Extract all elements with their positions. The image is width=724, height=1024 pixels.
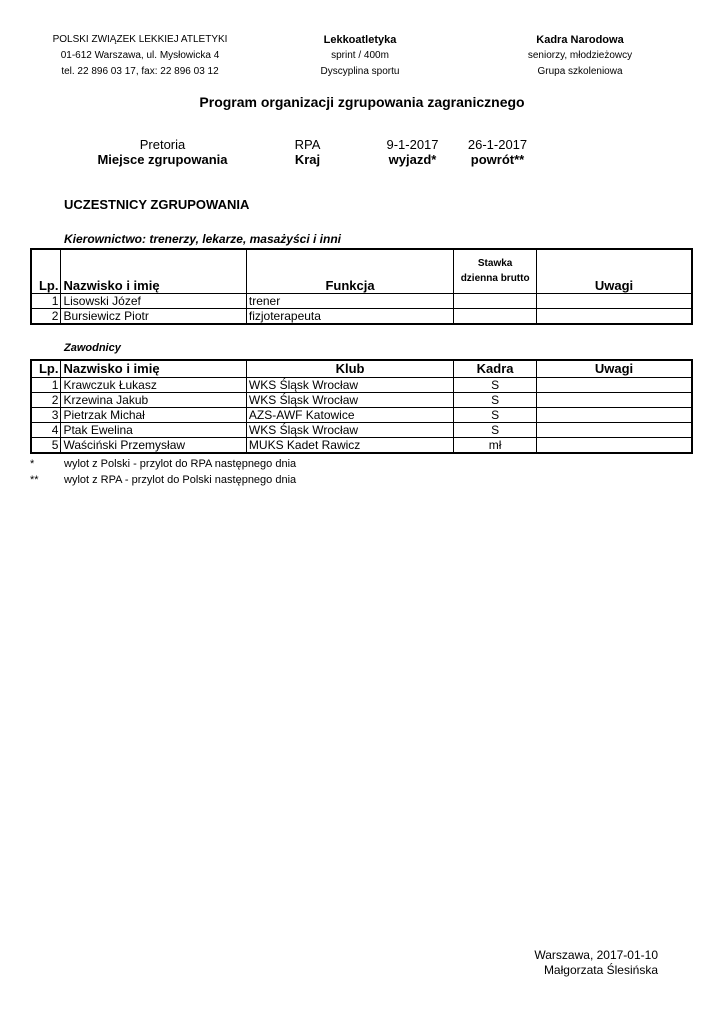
athlete-notes: [536, 438, 692, 454]
athlete-club: AZS-AWF Katowice: [246, 408, 453, 423]
sport-header: [280, 32, 440, 80]
country-block: [275, 137, 340, 167]
athlete-squad: S: [454, 378, 537, 393]
athlete-club: WKS Śląsk Wrocław: [246, 378, 453, 393]
athlete-club: MUKS Kadet Rawicz: [246, 438, 453, 454]
staff-rate: [454, 293, 537, 308]
staff-col-rate-line1: Stawka: [477, 258, 513, 270]
table-row: [31, 393, 692, 408]
departure-value: 9-1-2017: [386, 137, 439, 152]
athlete-name: Pietrzak Michał: [61, 408, 246, 423]
athlete-lp: 4: [31, 423, 61, 438]
staff-col-lp: Lp.: [31, 249, 61, 293]
sport-event: sprint / 400m: [331, 50, 389, 61]
table-row: [31, 408, 692, 423]
athletes-col-notes: Uwagi: [536, 360, 692, 378]
country-label: Kraj: [294, 152, 321, 167]
athlete-notes: [536, 408, 692, 423]
footnote-text: wylot z Polski - przylot do RPA następnego dnia: [64, 458, 297, 470]
athlete-squad: S: [454, 423, 537, 438]
country-value: RPA: [294, 137, 321, 152]
footnote: [30, 472, 296, 488]
sport-caption: Dyscyplina sportu: [320, 66, 400, 77]
athletes-heading: Zawodnicy: [64, 342, 121, 354]
staff-name: Lisowski Józef: [61, 293, 246, 308]
footnote: [30, 456, 296, 472]
staff-name: Bursiewicz Piotr: [61, 308, 246, 324]
athlete-notes: [536, 393, 692, 408]
staff-col-rate: [454, 249, 537, 293]
staff-rate: [454, 308, 537, 324]
staff-lp: 2: [31, 308, 61, 324]
staff-notes: [537, 308, 692, 324]
staff-col-rate-line2: dzienna brutto: [460, 273, 530, 285]
athlete-club: WKS Śląsk Wrocław: [246, 393, 453, 408]
place-label: Miejsce zgrupowania: [97, 152, 228, 167]
return-label: powrót**: [470, 152, 525, 167]
staff-col-function: Funkcja: [246, 249, 453, 293]
team-category: seniorzy, młodzieżowcy: [527, 50, 633, 61]
table-row: [31, 308, 692, 324]
staff-col-name: Nazwisko i imię: [61, 249, 246, 293]
footnotes: [30, 456, 296, 488]
signature-name: Małgorzata Ślesińska: [543, 963, 658, 977]
athletes-col-name: Nazwisko i imię: [61, 360, 246, 378]
staff-notes: [537, 293, 692, 308]
team-name: Kadra Narodowa: [536, 34, 624, 46]
athlete-squad: mł: [454, 438, 537, 454]
athlete-lp: 3: [31, 408, 61, 423]
team-caption: Grupa szkoleniowa: [537, 66, 623, 77]
staff-lp: 1: [31, 293, 61, 308]
signature-place-date: Warszawa, 2017-01-10: [534, 948, 658, 962]
footnote-mark: **: [30, 474, 39, 486]
sport-name: Lekkoatletyka: [323, 34, 397, 46]
athlete-name: Waściński Przemysław: [61, 438, 246, 454]
return-value: 26-1-2017: [467, 137, 528, 152]
athlete-club: WKS Śląsk Wrocław: [246, 423, 453, 438]
athlete-name: Krzewina Jakub: [61, 393, 246, 408]
athlete-notes: [536, 378, 692, 393]
table-row: [31, 293, 692, 308]
athlete-lp: 5: [31, 438, 61, 454]
athletes-table: [30, 359, 693, 454]
signature-block: [438, 948, 658, 978]
athlete-lp: 2: [31, 393, 61, 408]
staff-header-row: [31, 249, 692, 293]
org-address: 01-612 Warszawa, ul. Mysłowicka 4: [60, 50, 220, 61]
footnote-text: wylot z RPA - przylot do Polski następnego dnia: [64, 474, 297, 486]
staff-function: fizjoterapeuta: [246, 308, 453, 324]
return-block: [455, 137, 540, 167]
athlete-lp: 1: [31, 378, 61, 393]
place-value: Pretoria: [139, 137, 186, 152]
page-title: Program organizacji zgrupowania zagranicznego: [199, 94, 525, 110]
staff-col-notes: Uwagi: [537, 249, 692, 293]
athlete-name: Krawczuk Łukasz: [61, 378, 246, 393]
table-row: [31, 438, 692, 454]
staff-table: [30, 248, 693, 325]
place-block: [95, 137, 230, 167]
org-name: POLSKI ZWIĄZEK LEKKIEJ ATLETYKI: [52, 34, 228, 45]
table-row: [31, 423, 692, 438]
athlete-name: Ptak Ewelina: [61, 423, 246, 438]
participants-heading: UCZESTNICY ZGRUPOWANIA: [64, 197, 250, 212]
athlete-squad: S: [454, 408, 537, 423]
org-phone: tel. 22 896 03 17, fax: 22 896 03 12: [61, 66, 219, 77]
departure-label: wyjazd*: [388, 152, 437, 167]
org-header: [40, 32, 240, 80]
athlete-squad: S: [454, 393, 537, 408]
athletes-col-lp: Lp.: [31, 360, 61, 378]
athlete-notes: [536, 423, 692, 438]
staff-function: trener: [246, 293, 453, 308]
footnote-mark: *: [30, 458, 35, 470]
team-header: [485, 32, 675, 80]
departure-block: [375, 137, 450, 167]
athletes-header-row: [31, 360, 692, 378]
table-row: [31, 378, 692, 393]
staff-heading: Kierownictwo: trenerzy, lekarze, masażyści i inni: [64, 232, 341, 246]
athletes-col-club: Klub: [246, 360, 453, 378]
athletes-col-squad: Kadra: [454, 360, 537, 378]
